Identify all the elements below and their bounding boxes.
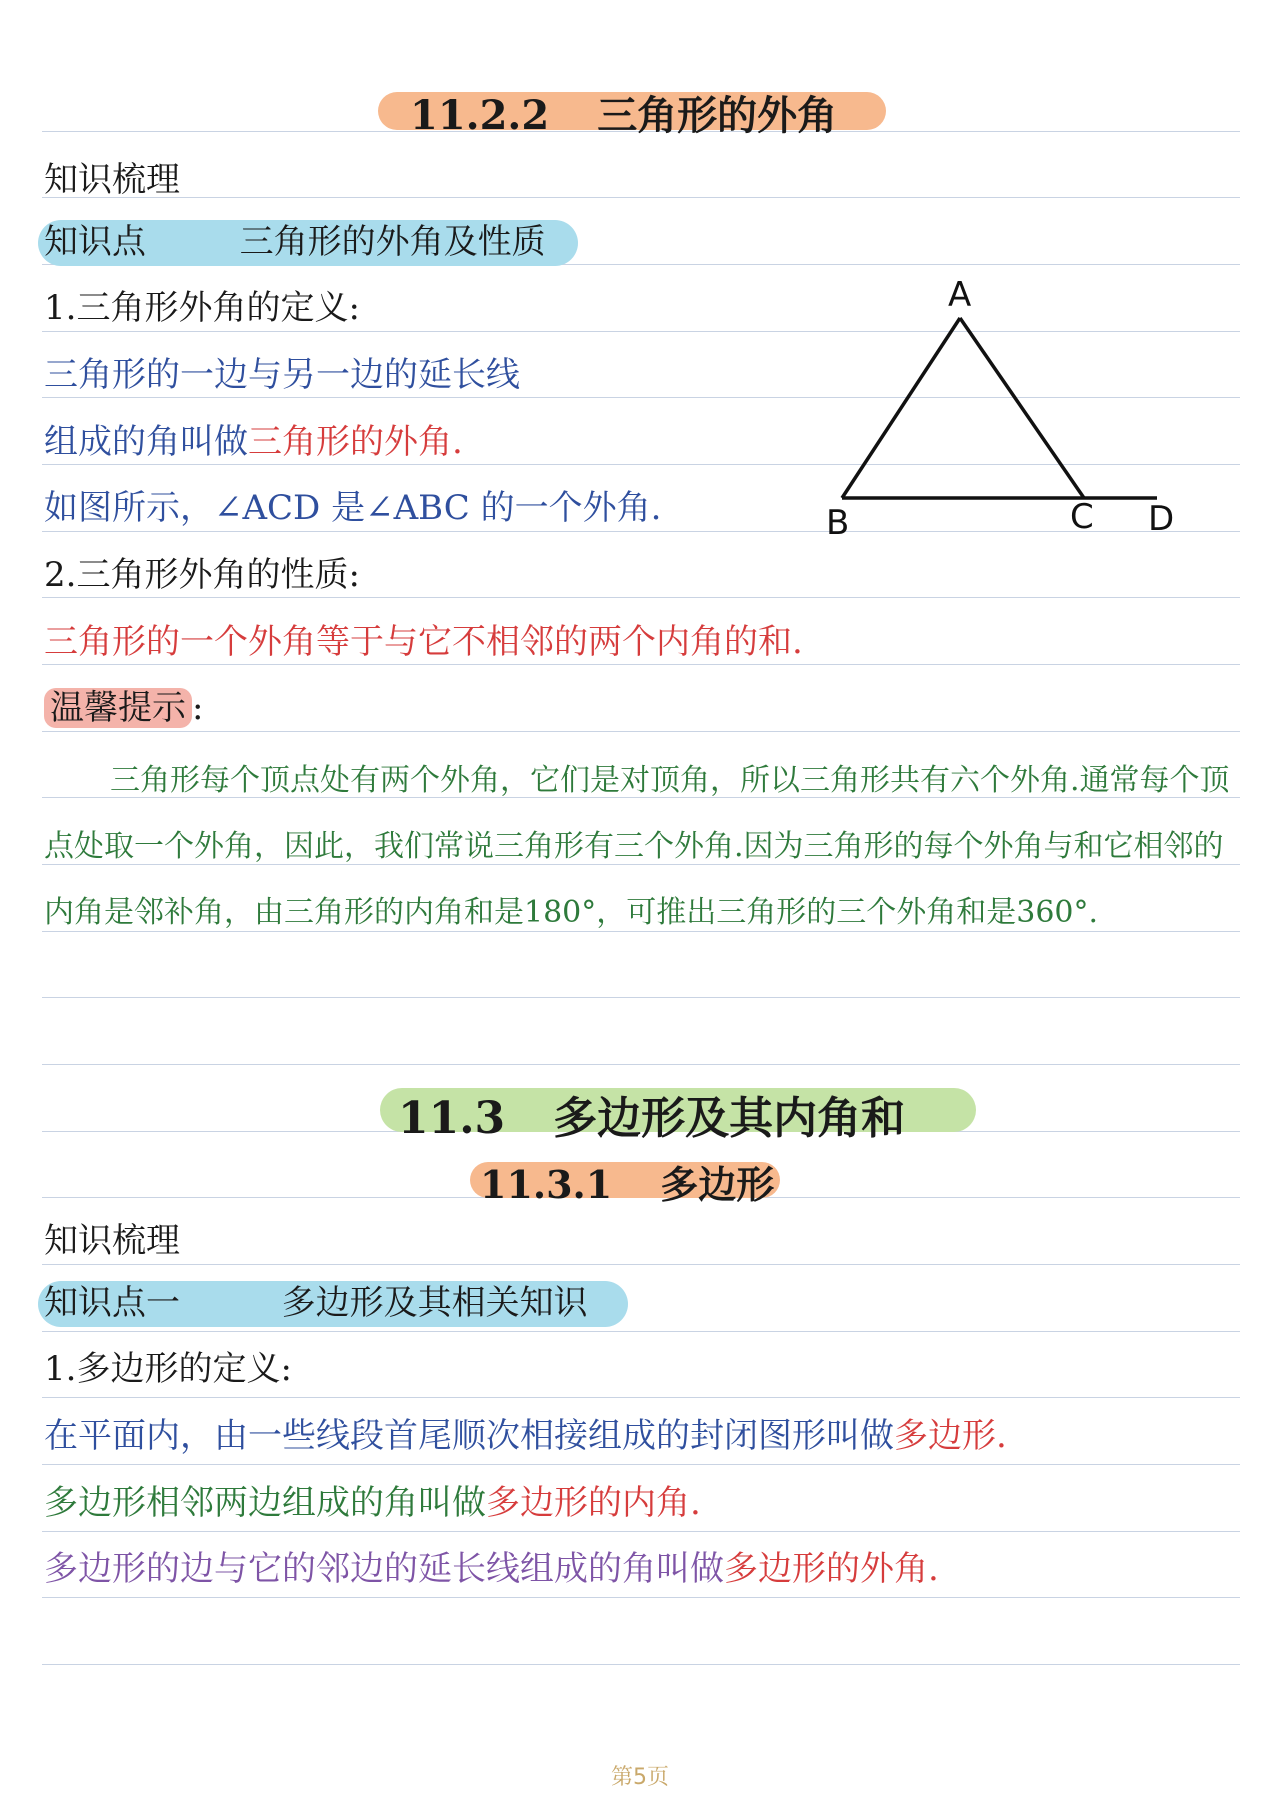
summary-label: 知识梳理 (44, 1221, 180, 1261)
tip-heading (44, 681, 203, 735)
ruled-line (42, 1397, 1240, 1398)
vertex-label-a: A (948, 275, 972, 315)
knowledge-point-label: 知识点 (44, 222, 146, 262)
ruled-line (42, 1464, 1240, 1465)
knowledge-point-title: 三角形的外角及性质 (239, 222, 546, 262)
ruled-line (42, 997, 1240, 998)
definition-text: 多边形的边与它的邻边的延长线组成的角叫做 (44, 1549, 724, 1589)
ruled-line (42, 197, 1240, 198)
figure-note: 如图所示，∠ACD 是∠ABC 的一个外角. (44, 488, 662, 528)
vertex-label-b: B (826, 503, 850, 543)
definition-text: 组成的角叫做 (44, 422, 248, 462)
section-title-text: 三角形的外角 (597, 92, 838, 139)
section-title-text: 多边形及其内角和 (553, 1093, 906, 1144)
definition-line (44, 1409, 1007, 1463)
knowledge-point-label: 知识点一 (44, 1283, 180, 1323)
definition-line: 三角形的一边与另一边的延长线 (44, 355, 520, 395)
summary-label: 知识梳理 (44, 160, 180, 200)
side-ab (842, 318, 960, 498)
triangle-diagram (812, 270, 1192, 550)
definition-line (44, 1476, 701, 1530)
section-title (410, 84, 837, 141)
ruled-line (42, 1064, 1240, 1065)
page-number: 第5页 (611, 1765, 669, 1790)
ruled-line (42, 1331, 1240, 1332)
definition-term: 三角形的外角. (248, 422, 463, 462)
definition-heading: 1.多边形的定义: (44, 1349, 292, 1389)
definition-text: 多边形相邻两边组成的角叫做 (44, 1483, 486, 1523)
section-number: 11.3 (398, 1093, 506, 1144)
section-title (398, 1082, 905, 1146)
property-heading: 2.三角形外角的性质: (44, 555, 360, 595)
ruled-line (42, 1597, 1240, 1598)
section-number: 11.2.2 (410, 92, 550, 139)
definition-text: 在平面内，由一些线段首尾顺次相接组成的封闭图形叫做 (44, 1416, 894, 1456)
property-text: 三角形的一个外角等于与它不相邻的两个内角的和. (44, 622, 803, 662)
ruled-line (42, 1264, 1240, 1265)
subsection-title (480, 1154, 774, 1209)
subsection-number: 11.3.1 (480, 1162, 613, 1207)
definition-term: 多边形的内角. (486, 1483, 701, 1523)
tip-colon: : (192, 688, 204, 728)
tip-label: 温馨提示 (44, 688, 192, 728)
knowledge-point-heading (44, 1276, 588, 1330)
point-label-d: D (1148, 499, 1175, 539)
definition-term: 多边形的外角. (724, 1549, 939, 1589)
tip-paragraph: 三角形每个顶点处有两个外角，它们是对顶角，所以三角形共有六个外角.通常每个顶点处取一个外角，因此，我们常说三角形有三个外角.因为三角形的每个外角与和它相邻的内角是邻补角，由三角形的内角和是180°，可推出三角形的三个外角和是360°. (44, 763, 1230, 930)
ruled-line (42, 1531, 1240, 1532)
vertex-label-c: C (1070, 497, 1094, 537)
knowledge-point-title: 多边形及其相关知识 (281, 1283, 588, 1323)
subsection-title-text: 多边形 (660, 1162, 775, 1207)
knowledge-point-heading (44, 215, 546, 269)
definition-heading: 1.三角形外角的定义: (44, 288, 360, 328)
side-ac (960, 318, 1084, 498)
definition-line (44, 415, 463, 469)
ruled-line (42, 731, 1240, 732)
definition-line (44, 1542, 939, 1596)
definition-term: 多边形. (894, 1416, 1007, 1456)
ruled-line (42, 1664, 1240, 1665)
